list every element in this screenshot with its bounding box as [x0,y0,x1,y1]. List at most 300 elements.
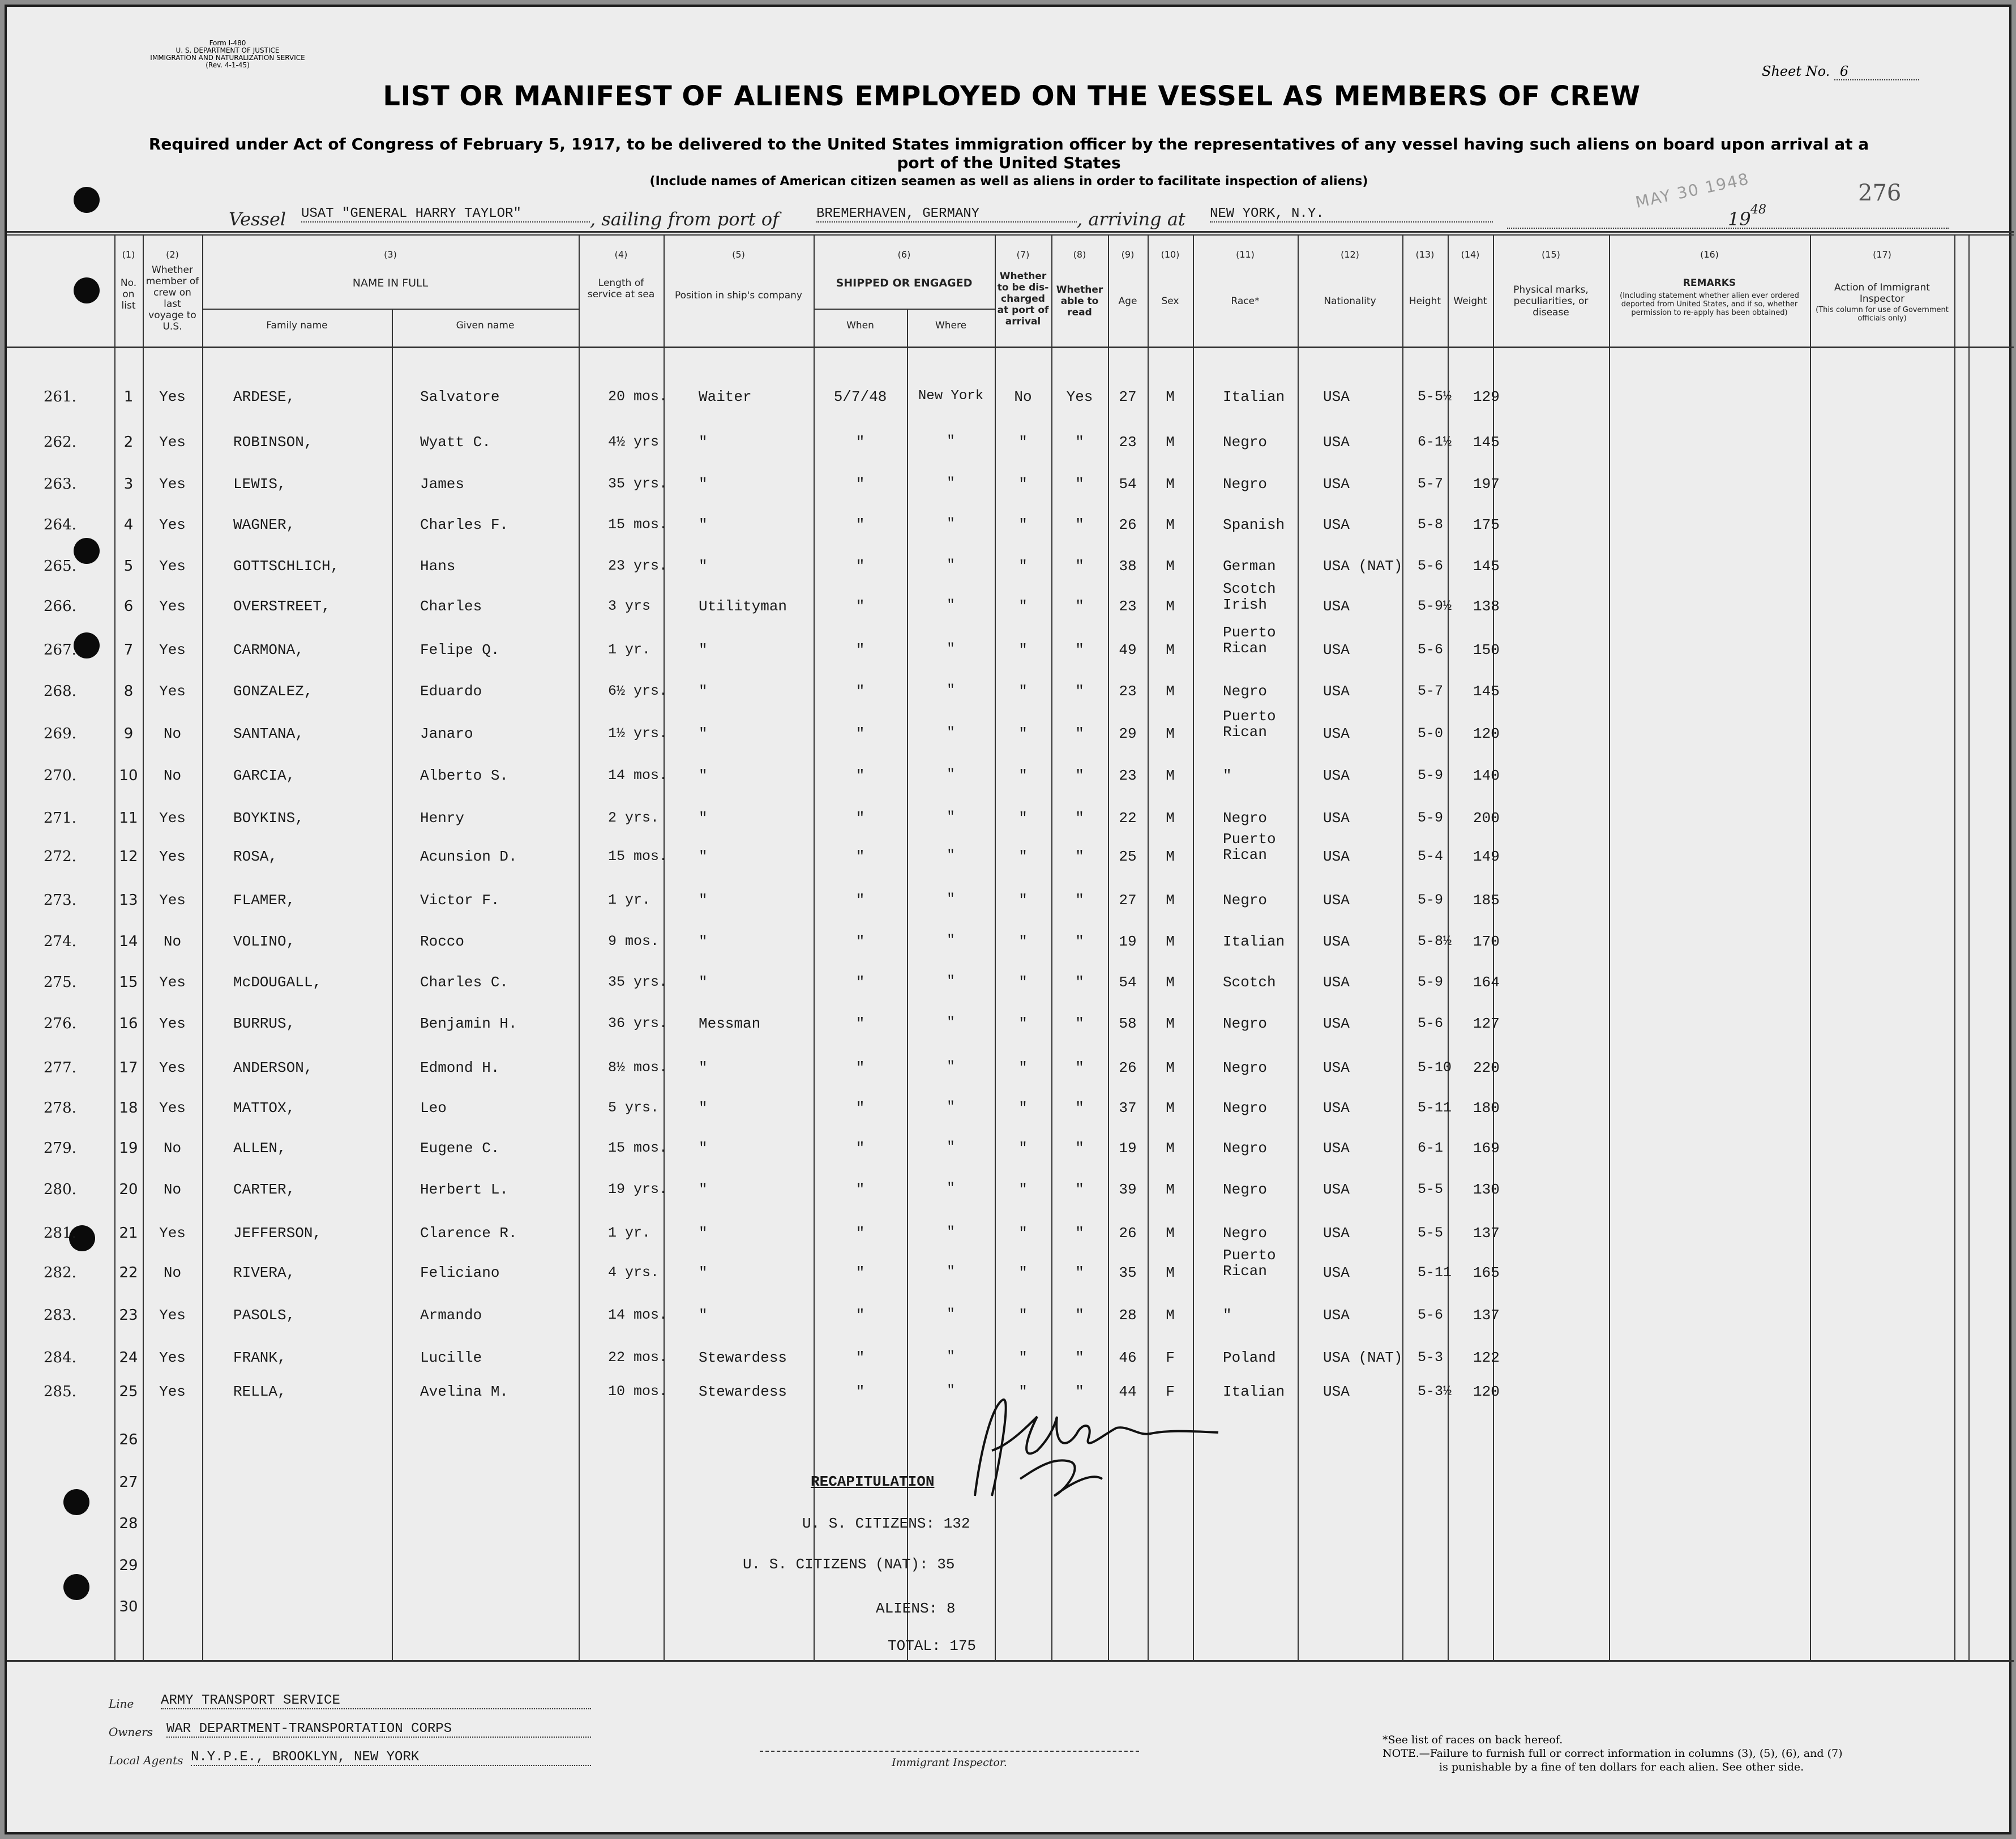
column-c10-number: (10) [1161,249,1180,260]
row-height: 5-4 [1418,848,1444,865]
column-c11-number: (11) [1236,249,1255,260]
row-sex: M [1166,933,1175,950]
row-number: 19 [119,1140,138,1157]
row-shipped-where: " [947,933,955,948]
row-line-number: 282. [44,1264,76,1281]
column-given-name-label: Given name [456,320,515,331]
column-rule [664,234,665,1660]
column-c2-number: (2) [166,249,179,260]
row-position: " [699,641,708,658]
column-when-label: When [846,320,874,331]
row-race: Scotch [1223,974,1276,991]
row-last-voyage: Yes [159,558,186,575]
line-value: ARMY TRANSPORT SERVICE [161,1693,591,1709]
row-age: 38 [1119,558,1137,575]
row-position: " [699,476,708,493]
row-family-name: FRANK, [233,1349,286,1366]
row-given-name: Acunsion D. [420,848,517,865]
row-discharged: " [1018,767,1028,784]
row-nationality: USA [1323,933,1350,950]
row-given-name: Janaro [420,725,473,742]
row-race: Negro [1223,683,1268,700]
row-age: 39 [1119,1181,1137,1198]
row-discharged: No [1014,388,1032,405]
row-number: 10 [119,767,138,784]
row-given-name: Edmond H. [420,1059,500,1076]
row-shipped-when: " [855,558,865,575]
row-height: 5-5 [1418,1181,1444,1198]
row-nationality: USA [1323,1140,1350,1157]
inspector-label: Immigrant Inspector. [892,1756,1007,1769]
row-race: Scotch Irish [1223,580,1276,613]
row-family-name: OVERSTREET, [233,598,331,615]
row-able-to-read: " [1075,725,1084,742]
row-sex: M [1166,1015,1175,1032]
row-age: 25 [1119,848,1137,865]
row-weight: 149 [1473,848,1500,865]
row-weight: 169 [1473,1140,1500,1157]
row-shipped-when: " [855,1100,865,1117]
row-able-to-read: " [1075,476,1084,493]
row-race: Negro [1223,810,1268,827]
row-given-name: Lucille [420,1349,482,1366]
column-c3-number: (3) [384,249,397,260]
column-where-label: Where [935,320,967,331]
row-nationality: USA [1323,1059,1350,1076]
form-number: Form I-480 [209,39,246,47]
row-number: 1 [123,388,134,405]
row-length-of-service: 15 mos. [608,848,668,865]
signature [958,1383,1230,1524]
column-c8-number: (8) [1073,249,1086,260]
row-race: Spanish [1223,516,1285,533]
row-race: Negro [1223,892,1268,909]
row-position: Messman [699,1015,761,1032]
note-line-2: is punishable by a fine of ten dollars for each alien. See other side. [1439,1761,1804,1773]
row-last-voyage: Yes [159,598,186,615]
row-family-name: CARMONA, [233,641,304,658]
row-last-voyage: Yes [159,810,186,827]
row-discharged: " [1018,1307,1028,1324]
row-age: 54 [1119,476,1137,493]
row-nationality: USA [1323,641,1350,658]
column-c2-label: Whether member of crew on last voyage to U.S. [145,264,199,332]
row-discharged: " [1018,810,1028,827]
row-position: " [699,1059,708,1076]
page-title: LIST OR MANIFEST OF ALIENS EMPLOYED ON THE VESSEL AS MEMBERS OF CREW [383,80,1641,112]
row-given-name: Victor F. [420,892,500,909]
year-suffix: 48 [1750,203,1766,217]
row-height: 5-5 [1418,1225,1444,1241]
row-race: Negro [1223,1100,1268,1117]
column-rule [202,234,203,1660]
row-last-voyage: Yes [159,1307,186,1324]
column-c5-number: (5) [732,249,745,260]
local-agents-label: Local Agents [109,1754,183,1767]
row-age: 54 [1119,974,1137,991]
row-number: 2 [123,434,134,451]
row-shipped-when: " [855,1264,865,1281]
row-position: " [699,767,708,784]
row-given-name: Rocco [420,933,465,950]
form-identifier [117,40,338,69]
row-able-to-read: " [1075,1181,1084,1198]
row-discharged: " [1018,434,1028,451]
manifest-sheet [5,5,2011,1834]
column-c11-label: Race* [1231,296,1260,307]
row-sex: M [1166,434,1175,451]
row-number-empty: 30 [119,1598,138,1615]
row-able-to-read: " [1075,434,1084,451]
row-height: 6-1½ [1418,434,1452,450]
row-family-name: BURRUS, [233,1015,296,1032]
row-number: 18 [119,1100,138,1117]
row-given-name: Charles [420,598,482,615]
row-number: 3 [123,476,134,493]
row-age: 23 [1119,598,1137,615]
form-department: U. S. DEPARTMENT OF JUSTICE [176,46,280,54]
row-age: 19 [1119,933,1137,950]
column-c16-number: (16) [1700,249,1719,260]
column-c12-number: (12) [1341,249,1359,260]
row-last-voyage: No [163,1140,182,1157]
row-race: Negro [1223,1225,1268,1242]
row-family-name: SANTANA, [233,725,304,742]
row-length-of-service: 1½ yrs. [608,725,668,742]
row-height: 5-11 [1418,1264,1452,1281]
row-nationality: USA [1323,974,1350,991]
row-line-number: 273. [44,892,76,909]
row-weight: 140 [1473,767,1500,784]
row-able-to-read: " [1075,1349,1084,1366]
row-number: 5 [123,558,134,575]
column-c17-number: (17) [1873,249,1891,260]
column-c14-number: (14) [1461,249,1480,260]
row-last-voyage: No [163,1181,182,1198]
row-shipped-when: " [855,767,865,784]
row-race: Puerto Rican [1223,1247,1276,1280]
row-shipped-where: " [947,848,955,863]
row-given-name: Charles F. [420,516,509,533]
row-line-number: 280. [44,1181,76,1198]
row-sex: M [1166,388,1175,405]
row-race: Poland [1223,1349,1276,1366]
column-c7-label: Whether to be dis-charged at port of arrival [997,271,1049,327]
column-c7-number: (7) [1016,249,1030,260]
row-sex: M [1166,598,1175,615]
row-height: 5-7 [1418,683,1444,699]
row-line-number: 270. [44,767,76,784]
row-discharged: " [1018,725,1028,742]
table-top-rule [7,231,2014,233]
row-family-name: FLAMER, [233,892,296,909]
row-race: Italian [1223,933,1285,950]
row-shipped-when: " [855,1140,865,1157]
row-position: " [699,558,708,575]
row-discharged: " [1018,558,1028,575]
row-position: " [699,1181,708,1198]
row-race: German [1223,558,1276,575]
row-able-to-read: Yes [1066,388,1093,405]
arriving-label: , arriving at [1077,208,1185,230]
row-height: 5-9½ [1418,598,1452,614]
row-line-number: 284. [44,1349,76,1366]
row-sex: M [1166,1264,1175,1281]
row-nationality: USA (NAT) [1323,558,1403,575]
subtitle-line-2: port of the United States [897,153,1121,172]
row-discharged: " [1018,892,1028,909]
row-able-to-read: " [1075,558,1084,575]
row-race: Negro [1223,1015,1268,1032]
row-last-voyage: No [163,1264,182,1281]
row-sex: M [1166,767,1175,784]
row-age: 23 [1119,767,1137,784]
row-family-name: ROBINSON, [233,434,313,451]
row-length-of-service: 15 mos. [608,516,668,533]
row-race: Italian [1223,1383,1285,1400]
row-line-number: 267. [44,641,76,658]
row-nationality: USA [1323,810,1350,827]
row-age: 27 [1119,388,1137,405]
row-age: 23 [1119,434,1137,451]
column-c8-label: Whether able to read [1056,284,1103,318]
row-family-name: ARDESE, [233,388,296,405]
binder-hole [74,632,100,658]
row-last-voyage: Yes [159,1059,186,1076]
row-able-to-read: " [1075,1059,1084,1076]
row-length-of-service: 19 yrs. [608,1181,668,1198]
row-position: Waiter [699,388,752,405]
row-length-of-service: 14 mos. [608,767,668,784]
row-weight: 145 [1473,683,1500,700]
row-able-to-read: " [1075,598,1084,615]
column-c6-number: (6) [897,249,911,260]
row-shipped-where: " [947,1307,955,1322]
row-sex: F [1166,1383,1175,1400]
page-subtitle [120,135,1898,172]
row-weight: 220 [1473,1059,1500,1076]
column-c1-number: (1) [122,249,135,260]
row-shipped-where: " [947,598,955,613]
row-family-name: RIVERA, [233,1264,296,1281]
row-number: 20 [119,1181,138,1198]
row-able-to-read: " [1075,1015,1084,1032]
row-able-to-read: " [1075,892,1084,909]
row-number: 13 [119,892,138,909]
row-position: " [699,683,708,700]
row-nationality: USA [1323,434,1350,451]
recap-heading: RECAPITULATION [811,1473,935,1490]
row-height: 5-11 [1418,1100,1452,1116]
row-given-name: Leo [420,1100,447,1117]
row-shipped-when: " [855,892,865,909]
row-age: 26 [1119,516,1137,533]
row-discharged: " [1018,1264,1028,1281]
row-line-number: 285. [44,1383,76,1400]
row-line-number: 268. [44,683,76,700]
row-given-name: Hans [420,558,456,575]
row-line-number: 261. [44,388,76,405]
note-line-1: NOTE.—Failure to furnish full or correct information in columns (3), (5), (6), and (7) [1382,1747,1843,1760]
row-discharged: " [1018,683,1028,700]
row-nationality: USA [1323,1307,1350,1324]
column-c15-label: Physical marks, peculiarities, or disease [1513,284,1589,318]
row-given-name: James [420,476,465,493]
row-height: 5-8 [1418,516,1444,533]
row-shipped-when: " [855,974,865,991]
row-sex: M [1166,892,1175,909]
row-height: 5-9 [1418,810,1444,826]
row-race: Negro [1223,434,1268,451]
row-sex: M [1166,641,1175,658]
row-discharged: " [1018,598,1028,615]
row-shipped-when: " [855,1225,865,1242]
row-discharged: " [1018,1383,1028,1400]
row-shipped-where: " [947,558,955,573]
row-sex: M [1166,1225,1175,1242]
row-height: 5-10 [1418,1059,1452,1076]
row-line-number: 263. [44,476,76,493]
row-shipped-where: " [947,1225,955,1240]
column-c9-label: Age [1118,296,1137,307]
column-c16-label: REMARKS [1683,277,1736,289]
row-race: " [1223,1307,1232,1324]
column-rule [1810,234,1811,1660]
row-length-of-service: 1 yr. [608,641,651,658]
row-last-voyage: Yes [159,388,186,405]
row-last-voyage: Yes [159,892,186,909]
row-family-name: GOTTSCHLICH, [233,558,340,575]
column-c10-label: Sex [1161,296,1179,307]
vessel-label: Vessel [229,208,286,230]
row-shipped-when: 5/7/48 [833,388,887,405]
row-nationality: USA [1323,598,1350,615]
row-length-of-service: 23 yrs. [608,558,668,574]
row-discharged: " [1018,1349,1028,1366]
row-position: Utilityman [699,598,787,615]
row-line-number: 278. [44,1100,76,1117]
row-last-voyage: Yes [159,1383,186,1400]
row-length-of-service: 1 yr. [608,1225,651,1241]
row-number-empty: 27 [119,1474,138,1491]
row-nationality: USA [1323,1100,1350,1117]
row-nationality: USA (NAT) [1323,1349,1403,1366]
row-length-of-service: 35 yrs. [608,476,668,492]
owners-value: WAR DEPARTMENT-TRANSPORTATION CORPS [166,1721,591,1738]
row-number: 4 [123,516,134,533]
name-subheader-rule [202,309,579,310]
row-able-to-read: " [1075,933,1084,950]
row-weight: 130 [1473,1181,1500,1198]
row-line-number: 274. [44,933,76,950]
row-given-name: Eduardo [420,683,482,700]
row-sex: M [1166,683,1175,700]
row-last-voyage: No [163,725,182,742]
row-shipped-when: " [855,516,865,533]
row-given-name: Wyatt C. [420,434,491,451]
row-family-name: WAGNER, [233,516,296,533]
row-shipped-where: " [947,434,955,449]
row-age: 58 [1119,1015,1137,1032]
row-given-name: Feliciano [420,1264,500,1281]
row-able-to-read: " [1075,1225,1084,1242]
row-shipped-where: " [947,767,955,782]
row-nationality: USA [1323,1015,1350,1032]
sheet-number-label: Sheet No. [1762,63,1830,79]
row-family-name: ANDERSON, [233,1059,313,1076]
row-sex: M [1166,1307,1175,1324]
row-weight: 197 [1473,476,1500,493]
row-age: 27 [1119,892,1137,909]
binder-hole [74,538,100,564]
row-number: 16 [119,1015,138,1032]
row-weight: 122 [1473,1349,1500,1366]
recap-aliens: ALIENS: 8 [876,1600,956,1617]
row-last-voyage: No [163,933,182,950]
row-length-of-service: 14 mos. [608,1307,668,1323]
row-weight: 180 [1473,1100,1500,1117]
row-shipped-where: " [947,1383,955,1399]
row-age: 49 [1119,641,1137,658]
row-able-to-read: " [1075,641,1084,658]
row-family-name: MATTOX, [233,1100,296,1117]
row-line-number: 275. [44,974,76,991]
form-service: IMMIGRATION AND NATURALIZATION SERVICE [150,54,305,62]
row-length-of-service: 10 mos. [608,1383,668,1400]
row-age: 44 [1119,1383,1137,1400]
row-length-of-service: 8½ mos. [608,1059,668,1076]
row-shipped-where: New York [918,388,984,404]
row-shipped-when: " [855,933,865,950]
row-number-empty: 29 [119,1557,138,1574]
row-age: 35 [1119,1264,1137,1281]
row-shipped-when: " [855,641,865,658]
row-age: 29 [1119,725,1137,742]
row-shipped-when: " [855,848,865,865]
column-c13-number: (13) [1415,249,1435,260]
row-weight: 165 [1473,1264,1500,1281]
row-family-name: BOYKINS, [233,810,304,827]
row-race: Negro [1223,1181,1268,1198]
arriving-port: NEW YORK, N.Y. [1210,206,1493,223]
row-sex: M [1166,974,1175,991]
row-given-name: Alberto S. [420,767,509,784]
row-position: " [699,848,708,865]
row-weight: 145 [1473,558,1500,575]
row-discharged: " [1018,1015,1028,1032]
row-position: " [699,1264,708,1281]
row-shipped-where: " [947,810,955,825]
year-prefix: 19 [1728,208,1751,230]
row-sex: M [1166,1059,1175,1076]
row-last-voyage: Yes [159,848,186,865]
row-length-of-service: 22 mos. [608,1349,668,1366]
row-position: " [699,1225,708,1242]
row-number: 23 [119,1307,138,1324]
row-sex: M [1166,1140,1175,1157]
row-nationality: USA [1323,1225,1350,1242]
column-c9-number: (9) [1121,249,1135,260]
row-nationality: USA [1323,767,1350,784]
row-sex: M [1166,476,1175,493]
row-shipped-when: " [855,1349,865,1366]
row-number: 21 [119,1225,138,1242]
row-weight: 137 [1473,1307,1500,1324]
column-c14-label: Weight [1453,296,1487,307]
row-line-number: 276. [44,1015,76,1032]
row-last-voyage: Yes [159,1100,186,1117]
column-c17-label: Action of Immigrant Inspector [1834,282,1930,305]
